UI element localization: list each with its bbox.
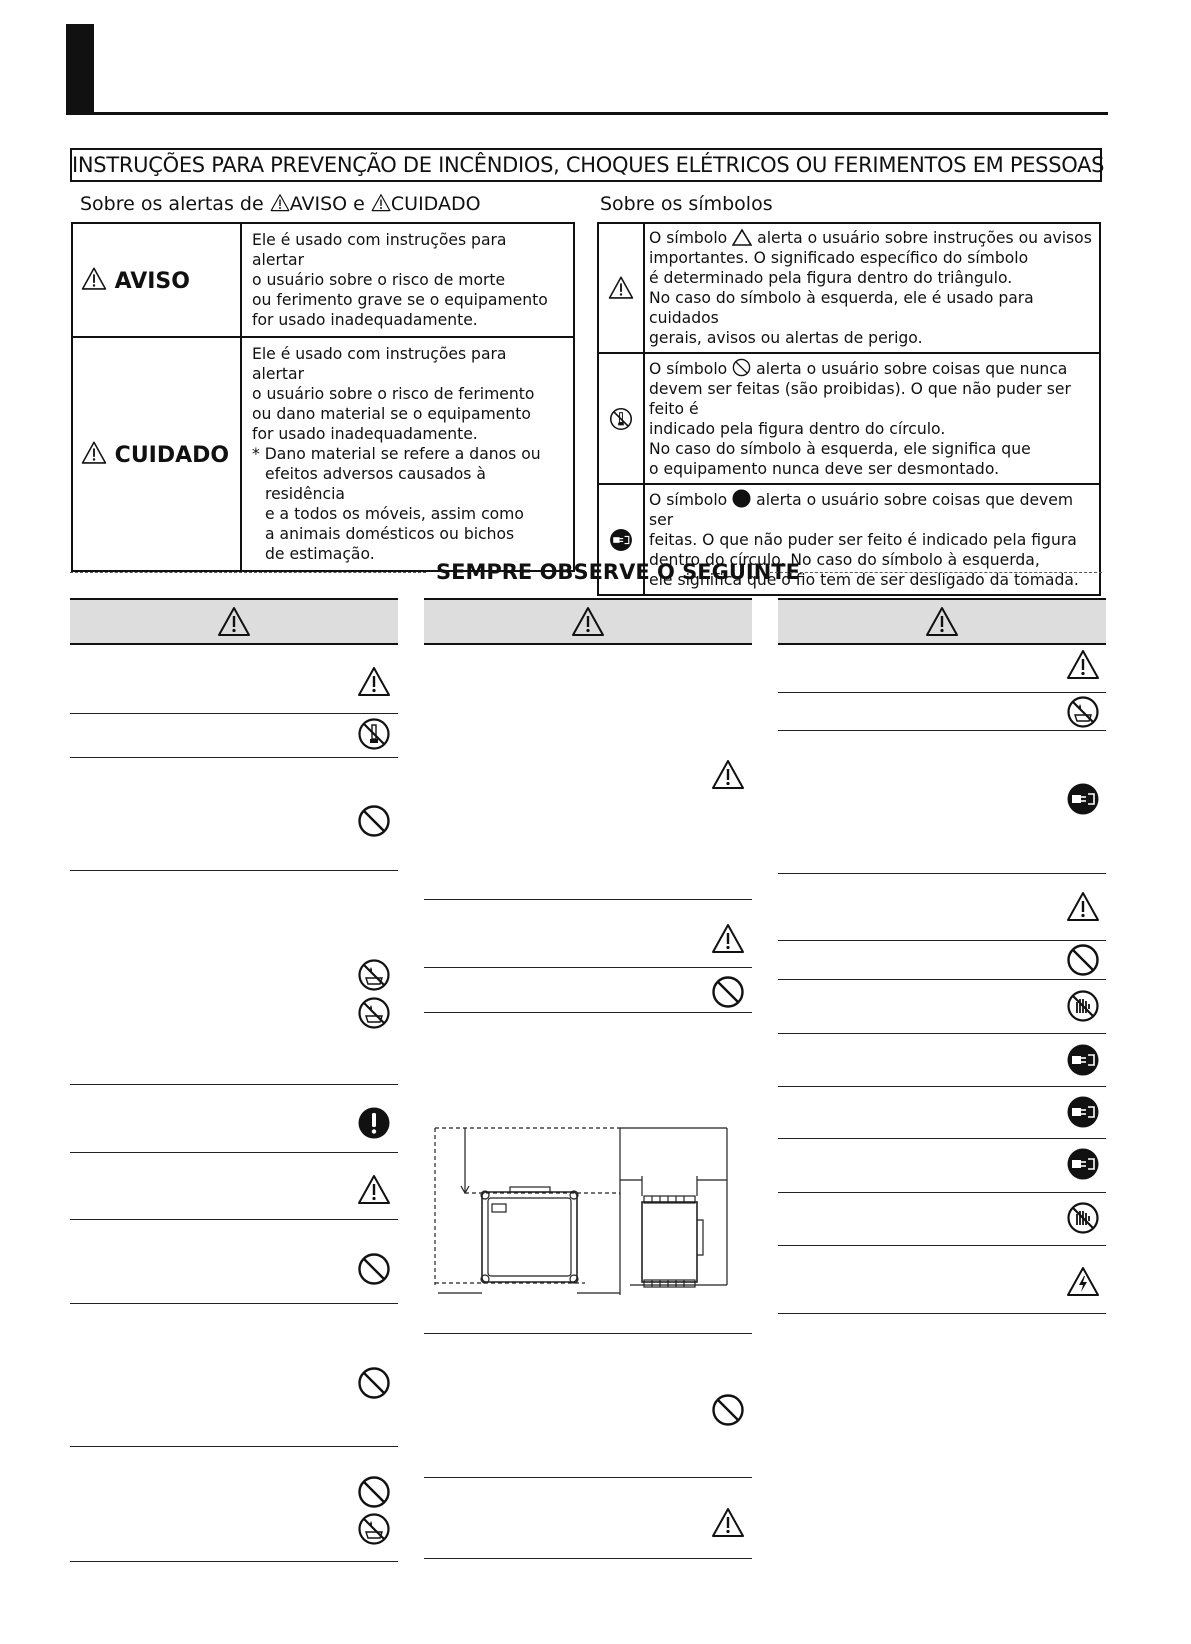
warning-icon xyxy=(1066,648,1100,682)
row-divider xyxy=(778,1138,1106,1139)
row-divider xyxy=(778,1086,1106,1087)
row-divider xyxy=(70,1084,398,1085)
dashed-divider-right xyxy=(770,572,1102,573)
row-divider xyxy=(70,1446,398,1447)
no-wet-hands-icon xyxy=(1066,1201,1100,1235)
ventilation-clearance-diagram xyxy=(430,1120,740,1305)
warning-icon xyxy=(216,605,252,639)
row-divider xyxy=(70,1303,398,1304)
symbols-heading: Sobre os símbolos xyxy=(600,193,773,215)
row-divider xyxy=(778,873,1106,874)
triangle-symbol-description: O símbolo alerta o usuário sobre instruções ou avisos importantes. O significado específico do símbolo é determinado pela figura dentro do triângulo. No caso do símbolo à esquerda, ele é usado para cuidados gerais, avisos ou alertas de perigo. xyxy=(644,223,1100,353)
unplug-icon xyxy=(1066,1095,1100,1129)
row-divider xyxy=(424,1333,752,1334)
row-divider xyxy=(424,1012,752,1013)
row-divider xyxy=(424,1558,752,1559)
alerts-table xyxy=(71,222,575,572)
unplug-icon xyxy=(609,528,633,552)
no-disassembly-icon xyxy=(357,717,391,751)
row-divider xyxy=(778,979,1106,980)
prohibited-icon xyxy=(357,804,391,838)
row-divider xyxy=(778,730,1106,731)
column-3-header xyxy=(778,598,1106,645)
mandatory-icon xyxy=(357,1106,391,1140)
no-wet-hands-icon xyxy=(1066,989,1100,1023)
warning-icon xyxy=(711,1506,745,1540)
prohibited-icon xyxy=(357,1252,391,1286)
row-divider xyxy=(424,967,752,968)
row-divider xyxy=(70,757,398,758)
no-disassembly-icon xyxy=(609,407,633,431)
row-divider xyxy=(70,1152,398,1153)
unplug-icon xyxy=(1066,1147,1100,1181)
prohibited-icon xyxy=(357,1366,391,1400)
row-divider xyxy=(778,1245,1106,1246)
prohibited-icon xyxy=(732,358,751,377)
warning-icon xyxy=(711,758,745,792)
electric-shock-icon xyxy=(1066,1265,1100,1299)
warning-icon xyxy=(357,665,391,699)
row-divider xyxy=(424,1477,752,1478)
prohibited-icon xyxy=(711,975,745,1009)
no-water-icon xyxy=(357,1512,391,1546)
column-1-header xyxy=(70,598,398,645)
warning-icon xyxy=(357,1173,391,1207)
prohibited-icon xyxy=(711,1393,745,1427)
warning-icon xyxy=(371,193,391,213)
row-divider xyxy=(778,940,1106,941)
aviso-description: Ele é usado com instruções para alertar o usuário sobre o risco de morte ou ferimento grave se o equipamento for usado inadequadamente. xyxy=(241,223,574,337)
section-tab xyxy=(66,24,94,114)
aviso-label: AVISO xyxy=(72,223,241,337)
no-water-icon xyxy=(1066,695,1100,729)
row-divider xyxy=(70,713,398,714)
warning-icon xyxy=(570,605,606,639)
dashed-divider-left xyxy=(70,572,426,573)
row-divider xyxy=(70,1561,398,1562)
page-title: INSTRUÇÕES PARA PREVENÇÃO DE INCÊNDIOS, CHOQUES ELÉTRICOS OU FERIMENTOS EM PESSOAS xyxy=(70,148,1102,182)
warning-icon xyxy=(924,605,960,639)
row-divider xyxy=(424,899,752,900)
warning-icon xyxy=(1066,890,1100,924)
section-title: SEMPRE OBSERVE O SEGUINTE xyxy=(436,560,800,584)
prohibited-symbol-description: O símbolo alerta o usuário sobre coisas que nunca devem ser feitas (são proibidas). O que não puder ser feito é indicado pela figura dentro do círculo. No caso do símbolo à esquerda, ele significa que o equipamento nunca deve ser desmontado. xyxy=(644,353,1100,484)
warning-icon xyxy=(711,922,745,956)
row-divider xyxy=(778,1033,1106,1034)
warning-icon xyxy=(81,440,107,466)
symbols-table xyxy=(597,222,1101,596)
column-2-header xyxy=(424,598,752,645)
header-rule xyxy=(66,112,1108,115)
unplug-icon xyxy=(1066,1043,1100,1077)
no-water-icon xyxy=(357,996,391,1030)
row-divider xyxy=(778,692,1106,693)
no-water-icon xyxy=(357,958,391,992)
alerts-heading: Sobre os alertas de AVISO e CUIDADO xyxy=(80,193,481,215)
triangle-outline-icon xyxy=(732,228,752,246)
filled-circle-icon xyxy=(732,489,751,508)
prohibited-icon xyxy=(357,1475,391,1509)
mandatory-symbol-description: O símbolo alerta o usuário sobre coisas que devem ser feitas. O que não puder ser feito é indicado pela figura dentro do círculo. No caso do símbolo à esquerda, ele significa que o fio tem de ser desligado da tomada. xyxy=(644,484,1100,595)
row-divider xyxy=(70,870,398,871)
warning-icon xyxy=(608,275,634,301)
prohibited-icon xyxy=(1066,943,1100,977)
unplug-icon xyxy=(1066,782,1100,816)
warning-icon xyxy=(81,266,107,292)
row-divider xyxy=(778,1192,1106,1193)
row-divider xyxy=(70,1219,398,1220)
warning-icon xyxy=(270,193,290,213)
cuidado-label: CUIDADO xyxy=(72,337,241,571)
cuidado-description: Ele é usado com instruções para alertar o usuário sobre o risco de ferimento ou dano material se o equipamento for usado inadequadamente. * Dano material se refere a danos ou efeitos adversos causados à residência e a todos os móveis, assim como a animais domésticos ou bichos de estimação. xyxy=(241,337,574,571)
row-divider xyxy=(778,1313,1106,1314)
